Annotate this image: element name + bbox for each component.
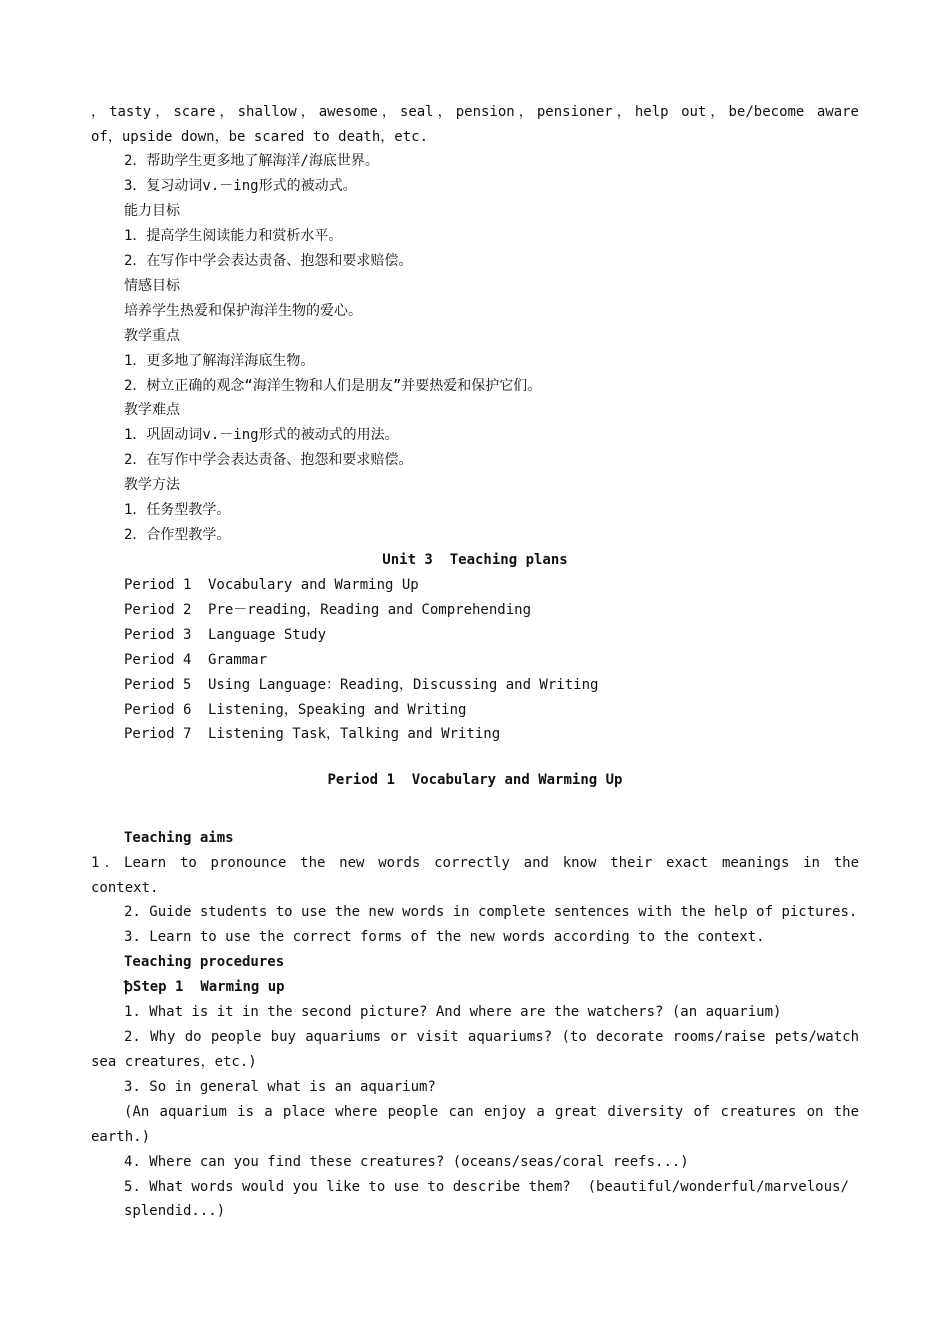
knowledge-goal-2: 2．帮助学生更多地了解海洋/海底世界。 bbox=[124, 153, 379, 169]
ability-heading: 能力目标 bbox=[124, 203, 180, 219]
procedures-heading: Teaching procedures bbox=[124, 954, 285, 970]
period-row bbox=[124, 600, 531, 620]
period-row bbox=[124, 700, 466, 720]
period-label: Period 4 bbox=[124, 652, 192, 668]
unit-title: Unit 3 Teaching plans bbox=[382, 552, 568, 568]
aim-2: 2. Guide students to use the new words in complete sentences with the help of pictures. bbox=[124, 904, 858, 920]
period-label: Period 6 bbox=[124, 702, 192, 718]
step-1-heading bbox=[124, 977, 285, 997]
question-2-line-1: 2. Why do people buy aquariums or visit aquariums? (to decorate rooms/raise pets/watch bbox=[124, 1029, 859, 1045]
difficulties-heading: 教学难点 bbox=[124, 402, 180, 418]
key-point-1: 1．更多地了解海洋海底生物。 bbox=[124, 353, 315, 369]
period-label: Period 7 bbox=[124, 726, 192, 742]
question-5-line-1: 5. What words would you like to use to describe them? (beautiful/wonderful/marvelous/ bbox=[124, 1179, 849, 1195]
period-title: Grammar bbox=[208, 652, 268, 668]
period1-title: Period 1 Vocabulary and Warming Up bbox=[327, 772, 623, 788]
ability-item-2: 2．在写作中学会表达责备、抱怨和要求赔偿。 bbox=[124, 253, 413, 269]
vocabulary-line-2: of，upside down，be scared to death，etc. bbox=[91, 129, 429, 145]
period-row bbox=[124, 650, 267, 670]
question-3: 3. So in general what is an aquarium? bbox=[124, 1079, 436, 1095]
teaching-aims-heading: Teaching aims bbox=[124, 830, 234, 846]
answer-3-line-1: (An aquarium is a place where people can enjoy a great diversity of creatures on the bbox=[124, 1104, 859, 1120]
emotion-text: 培养学生热爱和保护海洋生物的爱心。 bbox=[124, 303, 362, 319]
period-title: Listening，Speaking and Writing bbox=[208, 702, 467, 718]
method-2: 2．合作型教学。 bbox=[124, 527, 231, 543]
question-2-line-2: sea creatures，etc.) bbox=[91, 1054, 257, 1070]
period-title: Pre－reading，Reading and Comprehending bbox=[208, 602, 532, 618]
knowledge-goal-3: 3．复习动词v.－ing形式的被动式。 bbox=[124, 178, 357, 194]
period-label: Period 3 bbox=[124, 627, 192, 643]
question-5-line-2: splendid...) bbox=[124, 1203, 226, 1219]
period-label: Period 5 bbox=[124, 677, 192, 693]
aim-3: 3. Learn to use the correct forms of the new words according to the context. bbox=[124, 929, 765, 945]
period-row bbox=[124, 625, 326, 645]
aim-1-line-2: context. bbox=[91, 880, 159, 896]
period-row bbox=[124, 724, 500, 744]
period-label: Period 2 bbox=[124, 602, 192, 618]
key-point-2: 2．树立正确的观念“海洋生物和人们是朋友”并要热爱和保护它们。 bbox=[124, 378, 542, 394]
step-1-label: Step 1 Warming up bbox=[132, 979, 285, 995]
vocabulary-line-1: ，tasty，scare，shallow，awesome，seal，pension，pensioner，help out，be/become aware bbox=[91, 104, 859, 120]
aim-1-line-1: 1．Learn to pronounce the new words correctly and know their exact meanings in the bbox=[91, 855, 859, 871]
key-points-heading: 教学重点 bbox=[124, 328, 180, 344]
method-1: 1．任务型教学。 bbox=[124, 502, 231, 518]
difficulty-2: 2．在写作中学会表达责备、抱怨和要求赔偿。 bbox=[124, 452, 413, 468]
answer-3-line-2: earth.) bbox=[91, 1129, 151, 1145]
ability-item-1: 1．提高学生阅读能力和赏析水平。 bbox=[124, 228, 343, 244]
period-title: Listening Task，Talking and Writing bbox=[208, 726, 501, 742]
question-1: 1. What is it in the second picture? And where are the watchers? (an aquarium) bbox=[124, 1004, 782, 1020]
difficulty-1: 1．巩固动词v.－ing形式的被动式的用法。 bbox=[124, 427, 399, 443]
period-label: Period 1 bbox=[124, 577, 192, 593]
emotion-heading: 情感目标 bbox=[124, 278, 180, 294]
step-marker: ꝥ bbox=[124, 979, 133, 995]
period-title: Vocabulary and Warming Up bbox=[208, 577, 419, 593]
period-row bbox=[124, 575, 419, 595]
period-row bbox=[124, 675, 598, 695]
period-title: Using Language：Reading，Discussing and Writing bbox=[208, 677, 599, 693]
question-4: 4. Where can you find these creatures? (oceans/seas/coral reefs...) bbox=[124, 1154, 689, 1170]
period-title: Language Study bbox=[208, 627, 327, 643]
methods-heading: 教学方法 bbox=[124, 477, 180, 493]
